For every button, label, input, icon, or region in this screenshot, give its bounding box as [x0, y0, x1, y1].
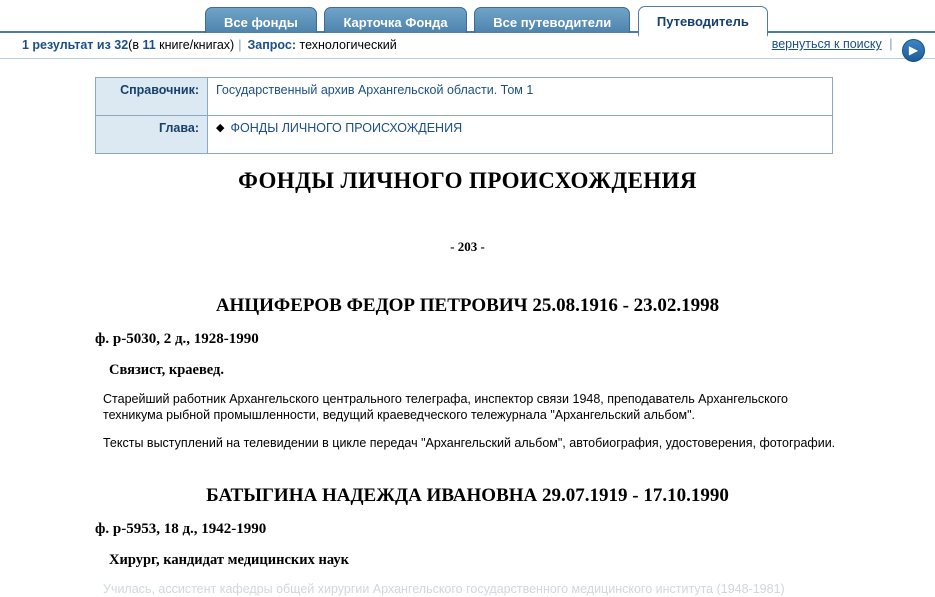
page-number: - 203 -	[450, 239, 485, 254]
query-value: технологический	[299, 38, 397, 52]
result-bar	[0, 33, 935, 59]
tab-bar	[0, 0, 935, 33]
entry-heading: БАТЫГИНА НАДЕЖДА ИВАНОВНА 29.07.1919 - 17.10.1990	[206, 485, 729, 506]
result-divider: |	[238, 38, 242, 52]
books-count: 11	[142, 38, 156, 52]
chapter-label: Глава:	[96, 116, 208, 154]
arrow-right-icon[interactable]: ▶	[902, 39, 925, 62]
table-row-reference	[96, 78, 833, 116]
reference-value[interactable]: Государственный архив Архангельской области. Том 1	[208, 78, 833, 116]
page-title: ФОНДЫ ЛИЧНОГО ПРОИСХОЖДЕНИЯ	[238, 168, 697, 193]
entry-paragraph: Старейший работник Архангельского центрального телеграфа, инспектор связи 1948, преподаватель Архангельского техникума рыбной промышленности, ведущий краеведческого тележурнала "Архангельский альбом".	[103, 392, 788, 422]
info-table	[95, 77, 833, 154]
entry-heading: АНЦИФЕРОВ ФЕДОР ПЕТРОВИЧ 25.08.1916 - 23.02.1998	[215, 295, 720, 316]
chapter-value[interactable]	[208, 116, 833, 154]
chapter-value-text: ФОНДЫ ЛИЧНОГО ПРОИСХОЖДЕНИЯ	[230, 121, 463, 135]
reference-label: Справочник:	[96, 78, 208, 116]
books-open: (в	[128, 38, 143, 52]
entry-fond: ф. р-5953, 18 д., 1942-1990	[95, 521, 267, 537]
tab-fund-card[interactable]: Карточка Фонда	[324, 7, 466, 36]
books-tail: книге/книгах)	[155, 38, 235, 52]
result-count: 1 результат из 32	[22, 38, 129, 52]
document-body	[0, 168, 935, 597]
table-row-chapter	[96, 116, 833, 154]
diamond-bullet-icon: ◆	[216, 122, 225, 134]
entry-fond: ф. р-5030, 2 д., 1928-1990	[95, 331, 259, 347]
right-divider: |	[889, 37, 893, 51]
query-label: Запрос:	[247, 38, 297, 52]
tab-all-funds[interactable]: Все фонды	[205, 7, 317, 36]
entry-paragraph: Училась, ассистент кафедры общей хирургии Архангельского государственного медицинского института (1948-1981)	[103, 582, 785, 596]
result-bar-right	[772, 37, 925, 62]
tab-guide[interactable]: Путеводитель	[638, 6, 768, 37]
back-to-search-link[interactable]: вернуться к поиску	[771, 37, 882, 51]
entry-profession: Хирург, кандидат медицинских наук	[109, 552, 349, 568]
tab-all-guides[interactable]: Все путеводители	[474, 7, 630, 36]
info-panel	[0, 59, 935, 154]
entry-paragraph: Тексты выступлений на телевидении в цикле передач "Архангельский альбом", автобиография, удостоверения, фотографии.	[103, 436, 836, 450]
entry-profession: Связист, краевед.	[109, 362, 224, 378]
